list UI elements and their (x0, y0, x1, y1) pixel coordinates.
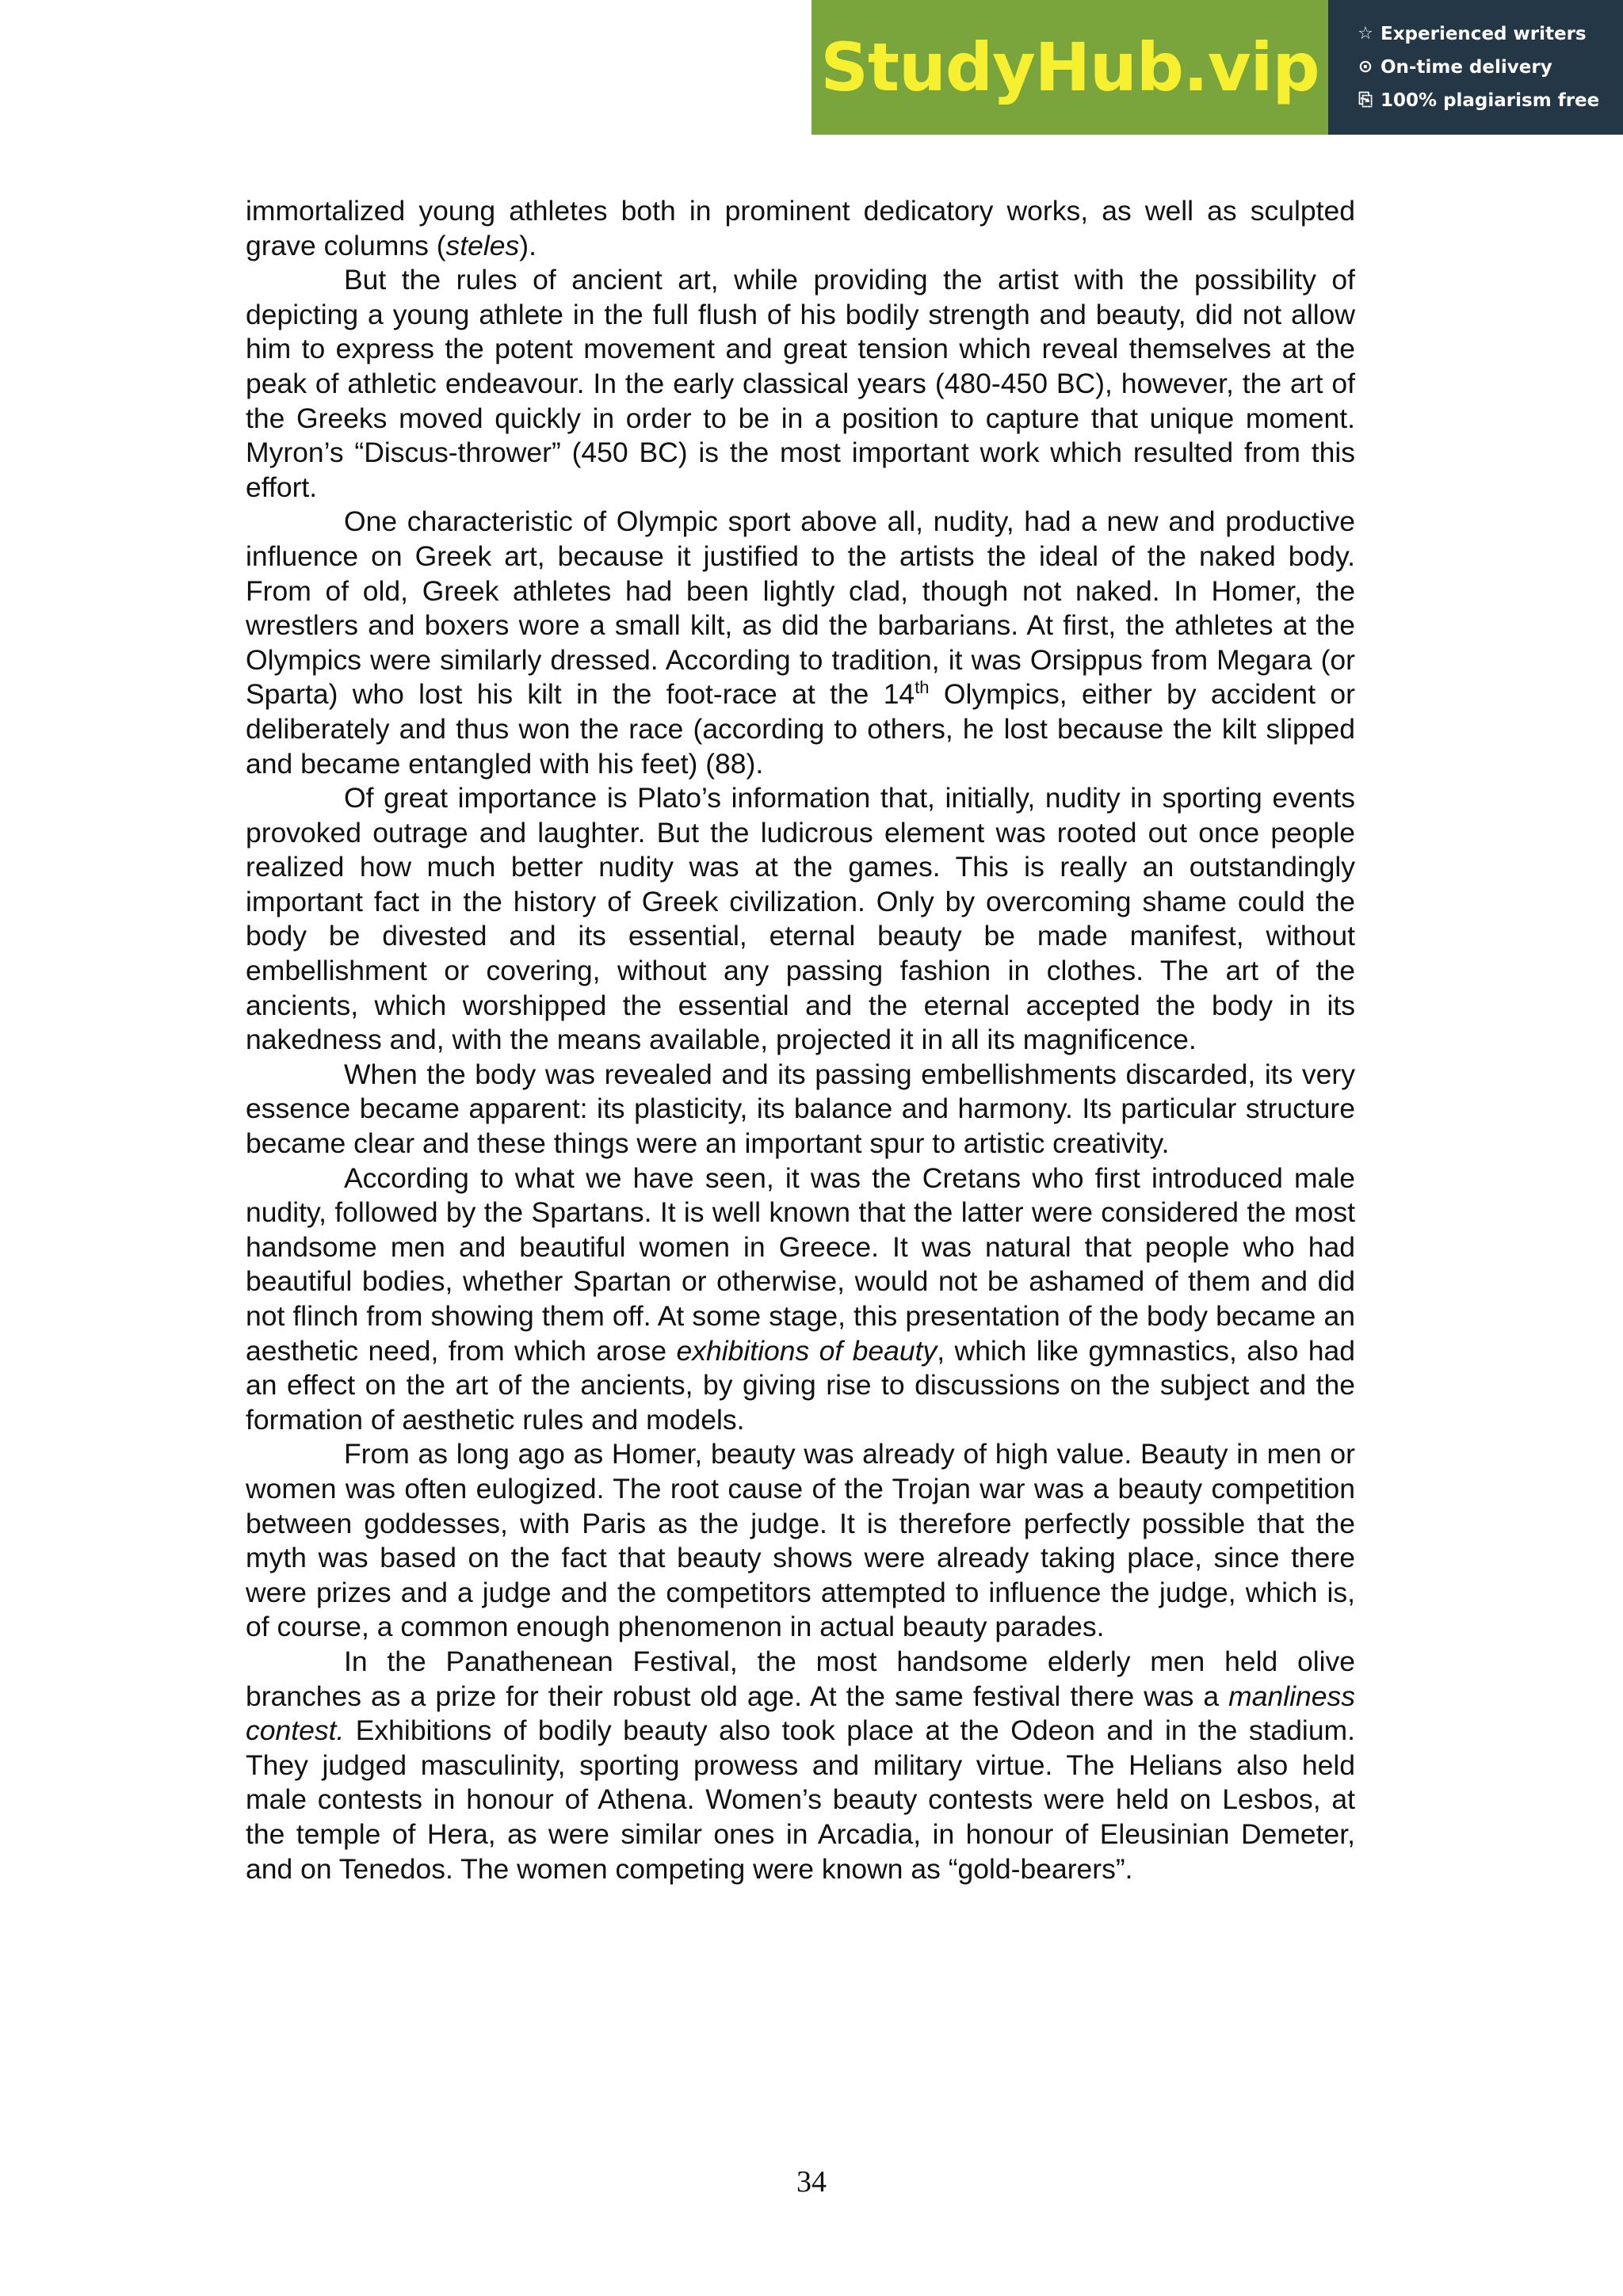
paragraph (246, 1645, 1355, 1886)
feature-experienced-writers (1357, 17, 1623, 51)
page-number: 34 (796, 2165, 827, 2199)
paragraph (246, 1161, 1355, 1438)
text-segment: When the body was revealed and its passing embellishments discarded, its very essence became apparent: its plasticity, its balance and harmony. Its particular structure became clear and these things were an important spur to artistic creativity. (246, 1058, 1355, 1160)
text-segment: According to what we have seen, it was the Cretans who first introduced male nudity, followed by the Spartans. It is well known that the latter were considered the most handsome men and beautiful women in Greece. It was natural that people who had beautiful bodies, whether Spartan or otherwise, would not be ashamed of them and did not flinch from showing them off. At some stage, this presentation of the body became an aesthetic need, from which arose (246, 1161, 1355, 1367)
document-check-icon: ⎘ (1358, 90, 1373, 110)
ad-banner[interactable] (812, 0, 1623, 135)
paragraph (246, 505, 1355, 781)
text-segment: From as long ago as Homer, beauty was already of high value. Beauty in men or women was often eulogized. The root cause of the Trojan war was a beauty competition between goddesses, with Paris as the judge. It is therefore perfectly possible that the myth was based on the fact that beauty shows were already taking place, since there were prizes and a judge and the competitors attempted to influence the judge, which is, of course, a common enough phenomenon in actual beauty parades. (246, 1438, 1355, 1643)
star-icon: ☆ (1358, 24, 1373, 44)
text-segment: Olympics, either by accident or deliberately and thus won the race (according to others, he lost because the kilt slipped and became entangled with his feet) (88). (246, 678, 1356, 780)
feature-label: On-time delivery (1381, 57, 1552, 78)
superscript-ordinal: th (915, 677, 930, 698)
feature-label: 100% plagiarism free (1381, 90, 1600, 111)
logo-text: StudyHub.vip (820, 29, 1319, 106)
feature-label: Experienced writers (1381, 24, 1587, 44)
text-segment: Exhibitions of bodily beauty also took place at the Odeon and in the stadium. They judged masculinity, sporting prowess and military virtue. The Helians also held male contests in honour of Athena. Women’s beauty contests were held on Lesbos, at the temple of Hera, as were similar ones in Arcadia, in honour of Eleusinian Demeter, and on Tenedos. The women competing were known as “gold-bearers”. (246, 1714, 1355, 1885)
feature-plagiarism-free (1357, 84, 1623, 117)
text-segment: Of great importance is Plato’s information that, initially, nudity in sporting events provoked outrage and laughter. But the ludicrous element was rooted out once people realized how much better nudity was at the games. This is really an outstandingly important fact in the history of Greek civilization. Only by overcoming shame could the body be divested and its essential, eternal beauty be made manifest, without embellishment or covering, without any passing fashion in clothes. The art of the ancients, which worshipped the essential and the eternal accepted the body in its nakedness and, with the means available, projected it in all its magnificence. (246, 782, 1355, 1056)
text-segment-italic: exhibitions of beauty (676, 1334, 938, 1367)
text-segment: But the rules of ancient art, while providing the artist with the possibility of depicting a young athlete in the full flush of his bodily strength and beauty, did not allow him to express the potent movement and great tension which reveal themselves at the peak of athletic endeavour. In the early classical years (480-450 BC), however, the art of the Greeks moved quickly in order to be in a position to capture that unique moment. Myron’s “Discus-thrower” (450 BC) is the most important work which resulted from this effort. (246, 264, 1355, 503)
feature-on-time-delivery (1357, 51, 1623, 84)
banner-features (1328, 0, 1623, 135)
paragraph (246, 781, 1355, 1058)
text-segment: immortalized young athletes both in prominent dedicatory works, as well as sculpted grave columns ( (246, 195, 1355, 261)
paragraph (246, 263, 1355, 505)
text-segment: One characteristic of Olympic sport above all, nudity, had a new and productive influence on Greek art, because it justified to the artists the ideal of the naked body. From of old, Greek athletes had been lightly clad, though not naked. In Homer, the wrestlers and boxers wore a small kilt, as did the barbarians. At first, the athletes at the Olympics were similarly dressed. According to tradition, it was Orsippus from Megara (or Sparta) who lost his kilt in the foot-race at the 14 (246, 505, 1355, 711)
clock-icon: ⊙ (1358, 57, 1373, 77)
text-segment: ). (519, 229, 537, 261)
studyhub-logo[interactable] (812, 0, 1328, 135)
paragraph (246, 1058, 1355, 1161)
paragraph (246, 194, 1355, 263)
paragraph (246, 1437, 1355, 1645)
text-segment: In the Panathenean Festival, the most handsome elderly men held olive branches as a prize for their robust old age. At the same festival there was a (246, 1645, 1355, 1712)
text-segment: , which like gymnastics, also had an effect on the art of the ancients, by giving rise to discussions on the subject and the formation of aesthetic rules and models. (246, 1334, 1355, 1436)
text-segment-italic: manliness contest. (246, 1680, 1355, 1747)
text-segment-italic: steles (445, 229, 520, 261)
document-body (246, 194, 1355, 1886)
